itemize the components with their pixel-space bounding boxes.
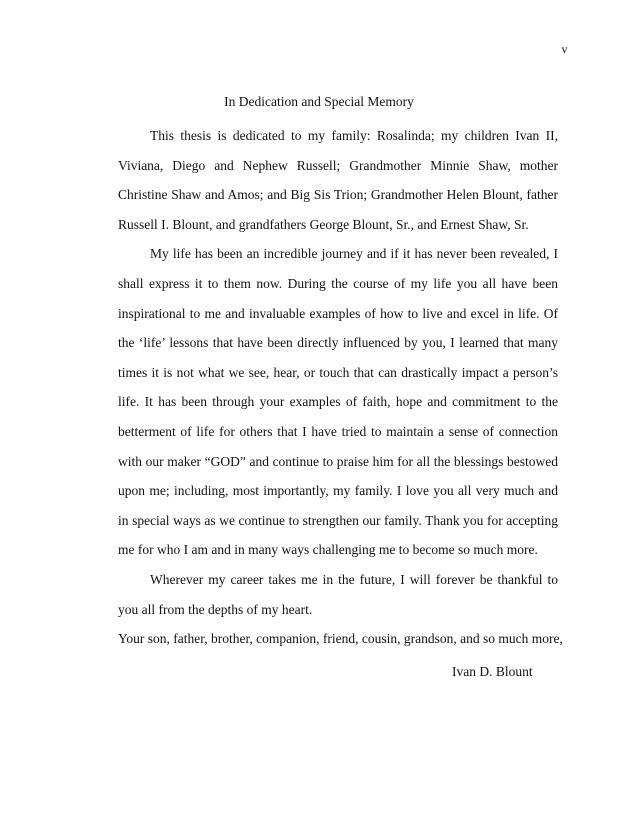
page-number: v: [561, 42, 568, 56]
signature-name: Ivan D. Blount: [452, 664, 533, 679]
dedication-heading: In Dedication and Special Memory: [224, 94, 414, 109]
paragraph-family-dedication: This thesis is dedicated to my family: Rosalinda; my children Ivan II, Viviana, Diego and Nephew Russell; Grandmother Minnie Shaw, mother Christine Shaw and Amos; and Big Sis Trion; Grandmother Helen Blount, father Russell I. Blount, and grandfathers George Blount, Sr., and Ernest Shaw, Sr.: [118, 128, 558, 232]
paragraph-career-thanks: Wherever my career takes me in the future, I will forever be thankful to you all from the depths of my heart.: [118, 571, 558, 617]
dedication-body: [118, 121, 563, 654]
paragraph-life-journey: My life has been an incredible journey and if it has never been revealed, I shall express it to them now. During the course of my life you all have been inspirational to me and invaluable examples of how to live and excel in life. Of the ‘life’ lessons that have been directly influenced by you, I learned that many times it is not what we see, hear, or touch that can drastically impact a person’s life. It has been through your examples of faith, hope and commitment to the betterment of life for others that I have tried to maintain a sense of connection with our maker “GOD” and continue to praise him for all the blessings bestowed upon me; including, most importantly, my family. I love you all very much and in special ways as we continue to strengthen our family. Thank you for accepting me for who I am and in many ways challenging me to become so much more.: [118, 246, 558, 558]
closing-line: Your son, father, brother, companion, friend, cousin, grandson, and so much more,: [118, 631, 563, 647]
